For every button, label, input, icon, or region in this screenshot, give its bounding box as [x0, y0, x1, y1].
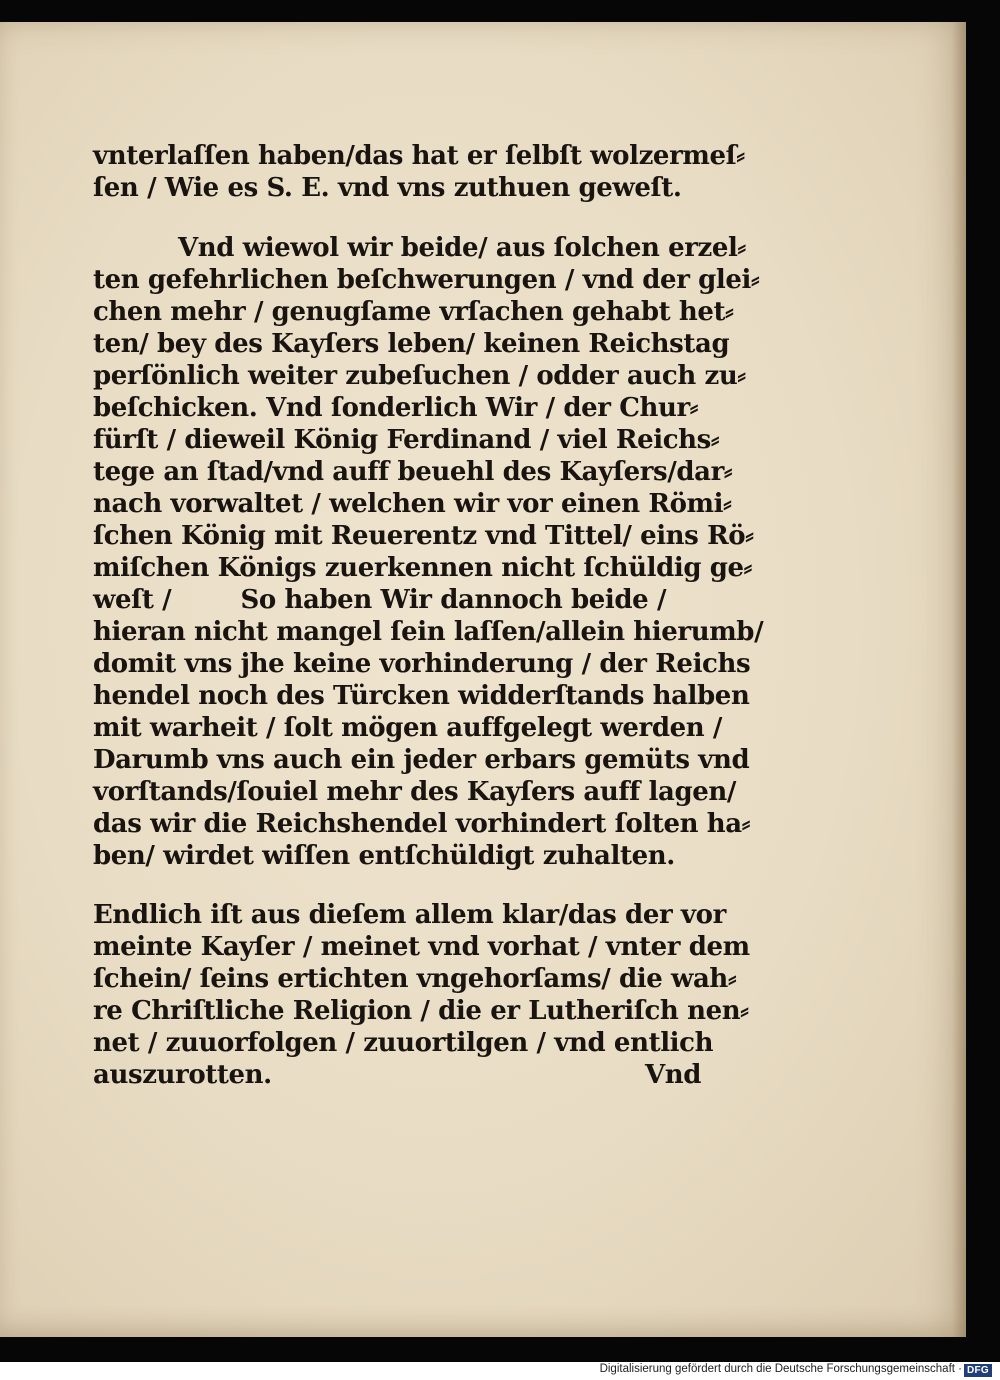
text-line: tege an ſtad/vnd auff beuehl des Kayſers/dar⸗: [93, 457, 733, 487]
paragraph-2: [93, 231, 764, 881]
text-line: ten/ bey des Kayſers leben/ keinen Reichstag: [93, 329, 730, 359]
paragraph-3: [93, 898, 753, 1098]
text-line: perſönlich weiter zubeſuchen / odder auch zu⸗: [93, 361, 746, 391]
catchword: Vnd: [645, 1060, 702, 1090]
book-page: [0, 22, 966, 1337]
text-line: meinte Kayſer / meinet vnd vorhat / vnter dem: [93, 932, 750, 962]
text-line: auszurotten.: [93, 1060, 272, 1090]
text-line: ſchen König mit Reuerentz vnd Tittel/ eins Rö⸗: [93, 521, 754, 551]
text-line: ten gefehrlichen beſchwerungen / vnd der glei⸗: [93, 265, 760, 295]
text-line: domit vns jhe keine vorhinderung / der Reichs: [93, 649, 751, 679]
text-line: nach vorwaltet / welchen wir vor einen Römi⸗: [93, 489, 732, 519]
text-line: vorſtands/ſouiel mehr des Kayſers auff lagen/: [93, 777, 736, 807]
text-line: hieran nicht mangel ſein laſſen/allein hierumb/: [93, 617, 764, 647]
text-line: net / zuuorfolgen / zuuortilgen / vnd entlich: [93, 1028, 714, 1058]
text-line: ſchein/ ſeins ertichten vngehorſams/ die wah⸗: [93, 964, 737, 994]
text-line: hendel noch des Türcken widderſtands halben: [93, 681, 750, 711]
text-line: mit warheit / ſolt mögen auffgelegt werden /: [93, 713, 722, 743]
dfg-logo: DFG: [964, 1364, 992, 1377]
text-line: miſchen Königs zuerkennen nicht ſchüldig ge⸗: [93, 553, 752, 583]
text-line: fürſt / dieweil König Ferdinand / viel Reichs⸗: [93, 425, 720, 455]
text-line: Endlich iſt aus dieſem allem klar/das der vor: [93, 900, 726, 930]
text-line: chen mehr / genugſame vrſachen gehabt het⸗: [93, 297, 734, 327]
text-line: ben/ wirdet wiſſen entſchüldigt zuhalten.: [93, 841, 675, 871]
text-line: vnterlaſſen haben/das hat er ſelbſt wolzermeſ⸗: [93, 141, 745, 171]
text-line: re Chriſtliche Religion / die er Lutheriſch nen⸗: [93, 996, 749, 1026]
text-line: weſt / So haben Wir dannoch beide /: [93, 585, 667, 615]
text-line: das wir die Reichshendel vorhindert ſolten ha⸗: [93, 809, 751, 839]
funding-credit: Digitalisierung gefördert durch die Deutsche Forschungsgemeinschaft ·: [599, 1363, 962, 1375]
text-line: Darumb vns auch ein jeder erbars gemüts vnd: [93, 745, 750, 775]
page-edge-shadow: [952, 22, 966, 1337]
text-line: Vnd wiewol wir beide/ aus ſolchen erzel⸗: [178, 233, 746, 263]
text-line: ſen / Wie es S. E. vnd vns zuthuen geweſt.: [93, 173, 682, 203]
text-line: beſchicken. Vnd ſonderlich Wir / der Chur⸗: [93, 393, 699, 423]
paragraph-1: [93, 139, 753, 209]
footer: [0, 1362, 1000, 1380]
